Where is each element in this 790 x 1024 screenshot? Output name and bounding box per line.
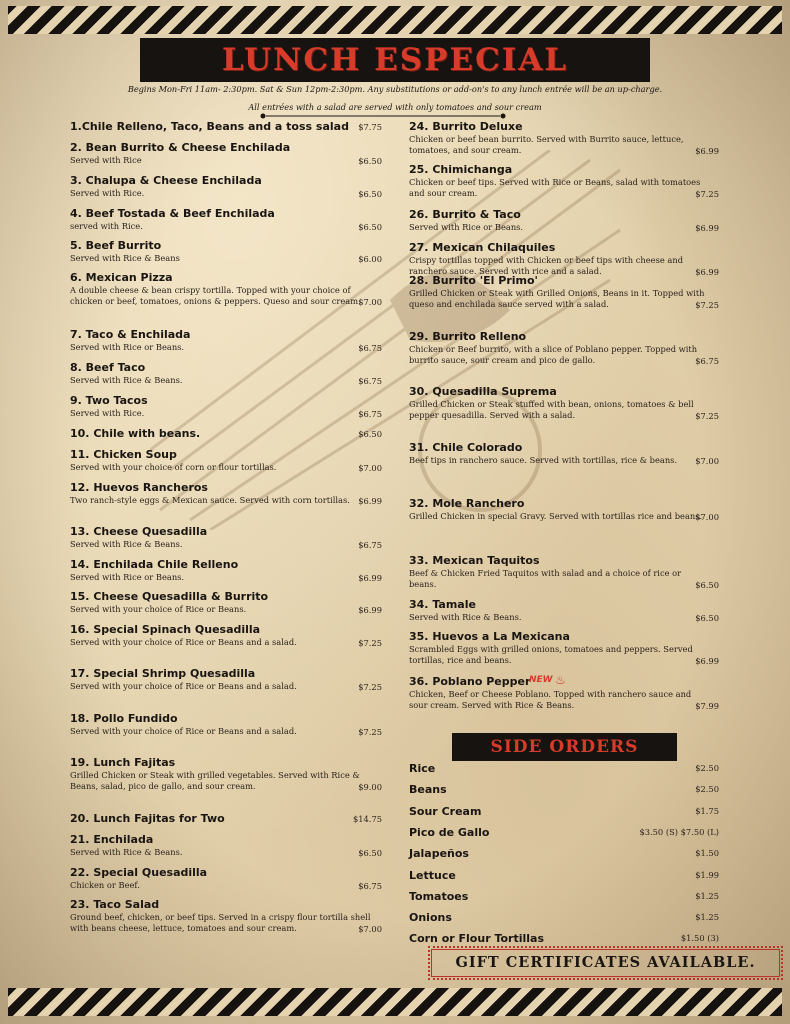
menu-item-price: $7.25: [358, 727, 382, 737]
menu-item-price: $6.50: [358, 429, 382, 439]
side-order-item: [409, 826, 719, 840]
menu-item-description: Chicken or beef bean burrito. Served with Burrito sauce, lettuce, tomatoes, and sour cream.: [409, 134, 684, 155]
flame-icon: ♨: [555, 673, 566, 687]
side-order-item: [409, 762, 719, 776]
side-order-price: $2.50: [695, 784, 719, 795]
menu-item-price: $7.25: [695, 411, 719, 421]
side-order-item: [409, 783, 719, 797]
menu-item: [70, 120, 382, 133]
menu-item-title: 19. Lunch Fajitas: [70, 756, 176, 769]
menu-item-description: Chicken, Beef or Cheese Poblano. Topped with ranchero sauce and sour cream. Served with Rice & Beans.: [409, 689, 692, 710]
menu-item-description: Chicken or Beef burrito, with a slice of Poblano pepper. Topped with burrito sauce, sour cream and pico de gallo.: [409, 344, 698, 365]
menu-item-price: $6.75: [358, 343, 382, 353]
lunch-especial-banner: [142, 40, 648, 80]
menu-item-price: $6.50: [358, 189, 382, 199]
new-badge: NEW: [529, 675, 553, 685]
bottom-hazard-stripe: [8, 988, 782, 1016]
side-order-name: Tomatoes: [409, 889, 469, 903]
menu-item-description: Served with Rice: [70, 155, 142, 165]
side-order-price: $1.50: [695, 848, 719, 859]
menu-item: [70, 207, 382, 232]
side-order-price: $1.50 (3): [680, 933, 719, 944]
menu-item-price: $14.75: [352, 814, 382, 824]
menu-item: [70, 756, 382, 792]
menu-item-price: $7.99: [695, 701, 719, 711]
menu-item: [409, 598, 719, 623]
menu-item: [409, 497, 719, 522]
page-title: LUNCH ESPECIAL: [221, 42, 569, 78]
menu-item-title: 6. Mexican Pizza: [70, 271, 173, 284]
menu-item-title: 36. Poblano Pepper: [409, 675, 531, 688]
menu-item: [409, 675, 719, 711]
menu-item-price: $6.75: [358, 540, 382, 550]
menu-item-title: 35. Huevos a La Mexicana: [409, 630, 570, 643]
menu-item-title: 16. Special Spinach Quesadilla: [70, 623, 261, 636]
menu-item-description: Served with Rice or Beans.: [70, 342, 185, 352]
menu-item-description: Served with Rice & Beans.: [409, 612, 522, 622]
menu-item-description: Served with Rice & Beans.: [70, 539, 183, 549]
menu-item-title: 29. Burrito Relleno: [409, 330, 527, 343]
menu-item-description: Served with Rice or Beans.: [70, 572, 185, 582]
menu-item-description: Served with your choice of Rice or Beans.: [70, 604, 247, 614]
menu-item-title: 10. Chile with beans.: [70, 427, 201, 440]
side-order-item: [409, 805, 719, 819]
side-order-item: [409, 932, 719, 946]
menu-item: [409, 274, 719, 310]
menu-item: [70, 866, 382, 891]
menu-item: [70, 141, 382, 166]
menu-item-title: 33. Mexican Taquitos: [409, 554, 540, 567]
menu-item-title: 7. Taco & Enchilada: [70, 328, 191, 341]
menu-item: [70, 833, 382, 858]
menu-item: [409, 630, 719, 666]
side-order-price: $1.99: [695, 869, 719, 880]
menu-item: [70, 898, 382, 934]
menu-item-title: 23. Taco Salad: [70, 898, 160, 911]
side-order-name: Pico de Gallo: [409, 825, 490, 839]
menu-item: [409, 385, 719, 421]
menu-item-title: 3. Chalupa & Cheese Enchilada: [70, 174, 262, 187]
menu-item: [70, 174, 382, 199]
menu-item-price: $6.00: [358, 254, 382, 264]
menu-item-title: 24. Burrito Deluxe: [409, 120, 523, 133]
menu-item: [70, 812, 382, 825]
menu-item-title: 12. Huevos Rancheros: [70, 481, 208, 494]
menu-item: [70, 525, 382, 550]
menu-item-price: $6.75: [358, 409, 382, 419]
menu-item-title: 14. Enchilada Chile Relleno: [70, 558, 239, 571]
side-order-name: Onions: [409, 911, 452, 925]
menu-item: [70, 427, 382, 440]
menu-item-price: $6.75: [358, 881, 382, 891]
menu-item: [70, 271, 382, 307]
menu-item: [70, 328, 382, 353]
menu-item-price: $7.00: [358, 463, 382, 473]
menu-item-title: 22. Special Quesadilla: [70, 866, 208, 879]
hours-note: Begins Mon-Fri 11am- 2:30pm. Sat & Sun 12pm-2:30pm. Any substitutions or add-on's to any lunch entrée will be an up-charge.: [127, 84, 663, 94]
menu-item-title: 32. Mole Ranchero: [409, 497, 525, 510]
menu-item: [409, 241, 719, 277]
side-order-name: Jalapeños: [409, 847, 469, 861]
menu-item-price: $6.99: [358, 605, 382, 615]
menu-item-title: 21. Enchilada: [70, 833, 154, 846]
side-order-price: $1.25: [695, 890, 719, 901]
side-orders-banner: [452, 733, 677, 761]
menu-item-description: Two ranch-style eggs & Mexican sauce. Served with corn tortillas.: [70, 495, 350, 505]
top-hazard-stripe: [8, 6, 782, 34]
side-orders-title: SIDE ORDERS: [490, 737, 639, 757]
menu-item: [70, 558, 382, 583]
menu-item-price: $7.00: [358, 924, 382, 934]
menu-item-description: A double cheese & bean crispy tortilla. Topped with your choice of chicken or beef, tomatoes, onions & peppers. Queso and sour cream.: [70, 285, 361, 306]
menu-item-title: 31. Chile Colorado: [409, 441, 523, 454]
menu-item-description: Crispy tortillas topped with Chicken or beef tips with cheese and ranchero sauce. Served with rice and a salad.: [409, 255, 684, 276]
menu-item: [70, 394, 382, 419]
menu-item-price: $6.50: [695, 580, 719, 590]
menu-item-price: $6.50: [358, 848, 382, 858]
menu-item-description: Served with Rice & Beans: [70, 253, 180, 263]
menu-item-title: 18. Pollo Fundido: [70, 712, 178, 725]
menu-item-price: $7.25: [695, 300, 719, 310]
menu-item: [70, 239, 382, 264]
menu-item-description: Ground beef, chicken, or beef tips. Served in a crispy flour tortilla shell with beans cheese, lettuce, tomatoes and sour cream.: [70, 912, 371, 933]
menu-item-description: Served with your choice of Rice or Beans and a salad.: [70, 681, 297, 691]
salad-note: All entrées with a salad are served with only tomatoes and sour cream: [248, 102, 542, 112]
menu-item-description: Served with your choice of Rice or Beans and a salad.: [70, 637, 297, 647]
menu-item-title: 20. Lunch Fajitas for Two: [70, 812, 225, 825]
menu-item: [70, 361, 382, 386]
menu-item: [70, 667, 382, 692]
menu-item-price: $6.99: [358, 573, 382, 583]
menu-item-price: $6.99: [695, 146, 719, 156]
menu-item-description: Beef & Chicken Fried Taquitos with salad and a choice of rice or beans.: [409, 568, 682, 589]
menu-item-title: 5. Beef Burrito: [70, 239, 162, 252]
menu-item-description: Served with Rice & Beans.: [70, 847, 183, 857]
menu-item-price: $9.00: [358, 782, 382, 792]
menu-item-price: $7.75: [358, 122, 382, 132]
menu-item-title: 9. Two Tacos: [70, 394, 148, 407]
menu-item-title: 11. Chicken Soup: [70, 448, 177, 461]
menu-item-description: Served with Rice & Beans.: [70, 375, 183, 385]
side-order-item: [409, 847, 719, 861]
menu-item: [70, 712, 382, 737]
menu-item: [70, 448, 382, 473]
menu-item-price: $6.75: [695, 356, 719, 366]
side-order-item: [409, 911, 719, 925]
menu-item-price: $7.25: [358, 638, 382, 648]
menu-item-description: Served with your choice of corn or flour tortillas.: [70, 462, 277, 472]
menu-item-price: $7.25: [358, 682, 382, 692]
menu-item-price: $7.00: [695, 456, 719, 466]
side-order-price: $1.75: [695, 805, 719, 816]
menu-item-title: 4. Beef Tostada & Beef Enchilada: [70, 207, 275, 220]
menu-item: [409, 208, 719, 233]
menu-item-price: $6.50: [695, 613, 719, 623]
side-order-item: [409, 890, 719, 904]
menu-item: [409, 163, 719, 199]
gift-certificates-box: [431, 949, 780, 977]
menu-item-title: 17. Special Shrimp Quesadilla: [70, 667, 256, 680]
side-order-name: Rice: [409, 762, 436, 775]
menu-item-description: Grilled Chicken in special Gravy. Served with tortillas rice and beans.: [409, 511, 703, 521]
menu-item-description: Served with Rice or Beans.: [409, 222, 524, 232]
side-order-name: Corn or Flour Tortillas: [409, 932, 545, 946]
menu-item-title: 8. Beef Taco: [70, 361, 146, 374]
menu-item-title: 15. Cheese Quesadilla & Burrito: [70, 590, 269, 603]
menu-item-description: Chicken or beef tips. Served with Rice or Beans, salad with tomatoes and sour cream.: [409, 177, 701, 198]
menu-item-price: $6.50: [358, 156, 382, 166]
menu-item-title: 27. Mexican Chilaquiles: [409, 241, 556, 254]
menu-item-price: $7.00: [695, 512, 719, 522]
menu-item-title: 34. Tamale: [409, 598, 476, 611]
menu-item-title: 28. Burrito 'El Primo': [409, 274, 538, 287]
menu-item: [70, 481, 382, 506]
menu-item-price: $6.99: [358, 496, 382, 506]
menu-item: [70, 590, 382, 615]
menu-item-title: 26. Burrito & Taco: [409, 208, 521, 221]
menu-item-title: 13. Cheese Quesadilla: [70, 525, 208, 538]
menu-item-description: Grilled Chicken or Steak with Grilled Onions, Beans in it. Topped with queso and enchilada sauce served with a salad.: [409, 288, 705, 309]
gift-certificates-text: GIFT CERTIFICATES AVAILABLE.: [455, 954, 756, 971]
menu-item-price: $6.50: [358, 222, 382, 232]
menu-item-title: 1.Chile Relleno, Taco, Beans and a toss salad: [70, 120, 349, 133]
divider-ornament: [258, 113, 508, 119]
menu-item-description: Beef tips in ranchero sauce. Served with tortillas, rice & beans.: [409, 455, 678, 465]
menu-item-price: $6.99: [695, 656, 719, 666]
menu-item-price: $6.99: [695, 223, 719, 233]
side-order-price: $2.50: [695, 763, 719, 773]
menu-item-description: Served with your choice of Rice or Beans and a salad.: [70, 726, 297, 736]
menu-item-price: $6.99: [695, 267, 719, 277]
menu-item-price: $7.00: [358, 297, 382, 307]
menu-item-price: $7.25: [695, 189, 719, 199]
menu-item: [409, 554, 719, 590]
menu-item: [409, 330, 719, 366]
side-order-name: Lettuce: [409, 868, 456, 882]
menu-item-description: Chicken or Beef.: [70, 880, 140, 890]
menu-item-description: Served with Rice.: [70, 188, 145, 198]
menu-item-title: 25. Chimichanga: [409, 163, 513, 176]
menu-item: [409, 120, 719, 156]
menu-item-description: served with Rice.: [70, 221, 143, 231]
side-order-item: [409, 869, 719, 883]
menu-item-description: Scrambled Eggs with grilled onions, tomatoes and peppers. Served tortillas, rice and beans.: [409, 644, 693, 665]
side-order-price: $1.25: [695, 912, 719, 923]
menu-item-title: 30. Quesadilla Suprema: [409, 385, 557, 398]
menu-item: [409, 441, 719, 466]
menu-item: [70, 623, 382, 648]
menu-item-title: 2. Bean Burrito & Cheese Enchilada: [70, 141, 291, 154]
menu-item-description: Served with Rice.: [70, 408, 145, 418]
side-order-name: Beans: [409, 783, 447, 797]
side-order-name: Sour Cream: [409, 804, 482, 818]
side-order-price: $3.50 (S) $7.50 (L): [639, 826, 719, 837]
menu-item-description: Grilled Chicken or Steak stuffed with bean, onions, tomatoes & bell pepper quesadilla. Served with a salad.: [409, 399, 694, 420]
menu-item-price: $6.75: [358, 376, 382, 386]
menu-item-description: Grilled Chicken or Steak with grilled vegetables. Served with Rice & Beans, salad, pico de gallo, and sour cream.: [70, 770, 360, 791]
